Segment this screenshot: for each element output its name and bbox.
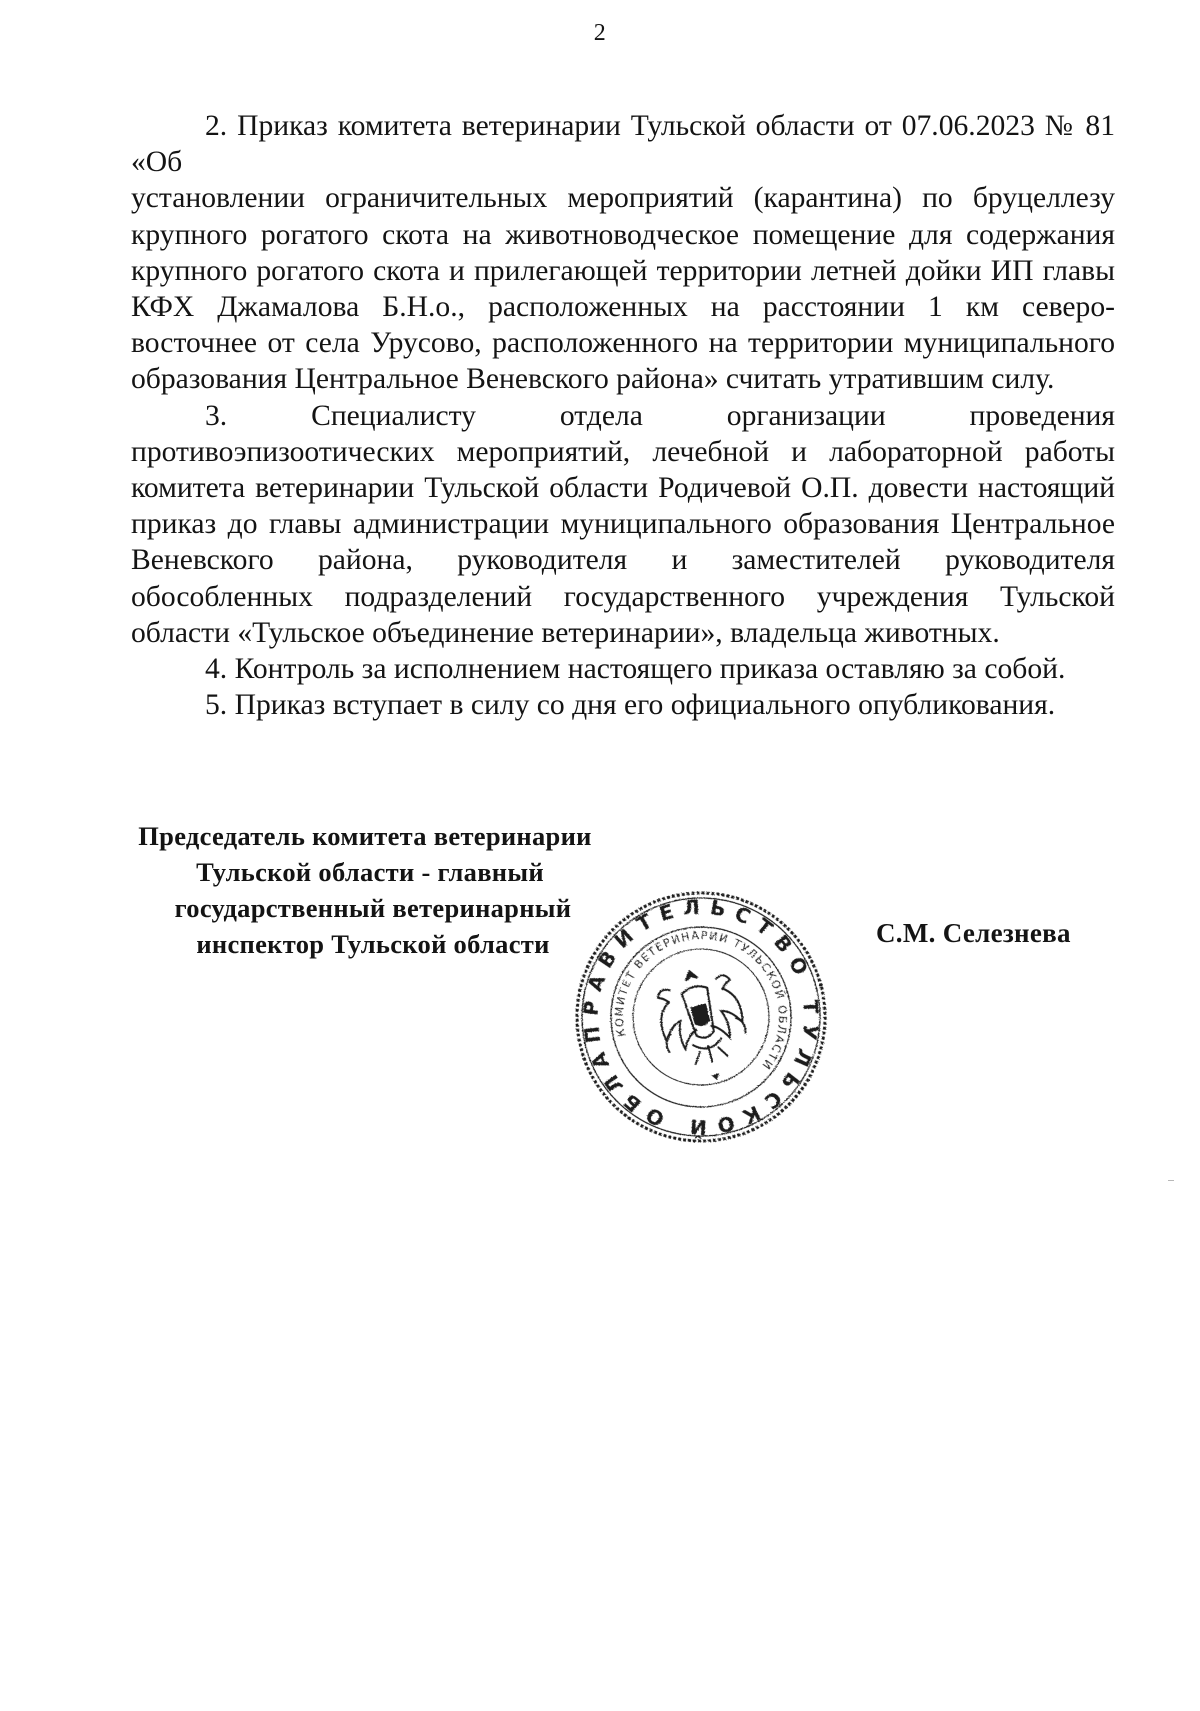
signatory-title-line-3: государственный ветеринарный: [174, 893, 572, 923]
seal-graphic: [570, 886, 832, 1148]
scan-artifact-mark: [1168, 1180, 1174, 1181]
signatory-name: С.М. Селезнева: [876, 918, 1071, 948]
paragraph-2-text: установлении ограничительных мероприятий (карантина) по бруцеллезу крупного рогатого скота на животноводческое помещение для содержания крупного рогатого скота и прилегающей территории летней дойки ИП главы КФХ Джамалова Б.Н.о., расположенных на расстоянии 1 км северо-восточнее от села Урусово, расположенного на территории муниципального образования Центральное Веневского района» считать утратившим силу.: [131, 182, 1115, 396]
signatory-title-line-2: Тульской области - главный: [196, 857, 544, 887]
paragraph-4: 4. Контроль за исполнением настоящего приказа оставляю за собой.: [205, 653, 1066, 686]
signatory-title-line-4: инспектор Тульской области: [196, 929, 550, 959]
signatory-title-line-1: Председатель комитета ветеринарии: [138, 821, 592, 851]
paragraph-2-first-line: 2. Приказ комитета ветеринарии Тульской области от 07.06.2023 № 81 «Об: [131, 110, 1115, 179]
paragraph-3-first-line: 3. Специалисту отдела организации проведения: [205, 399, 1115, 432]
paragraph-5: 5. Приказ вступает в силу со дня его официального опубликования.: [205, 689, 1056, 722]
document-body: [131, 108, 1115, 723]
seal-outer-text: ПРАВИТЕЛЬСТВО ТУЛЬСКОЙ ОБЛАСТИ: [578, 894, 824, 1140]
seal-bottom-star-icon: [711, 1073, 720, 1081]
seal-inner-text: КОМИТЕТ ВЕТЕРИНАРИИ ТУЛЬСКОЙ ОБЛАСТИ: [612, 928, 790, 1073]
coat-of-arms-icon: [650, 962, 751, 1073]
official-seal-stamp: [570, 886, 832, 1148]
signatory-title: [100, 818, 630, 962]
paragraph-3-text: противоэпизоотических мероприятий, лечебной и лабораторной работы комитета ветеринарии Тульской области Родичевой О.П. довести настоящий приказ до главы администрации муниципального образования Центральное Веневского района, руководителя и заместителей руководителя обособленных подразделений государственного учреждения Тульской области «Тульское объединение ветеринарии», владельца животных.: [131, 435, 1115, 649]
page-number: 2: [593, 20, 607, 46]
